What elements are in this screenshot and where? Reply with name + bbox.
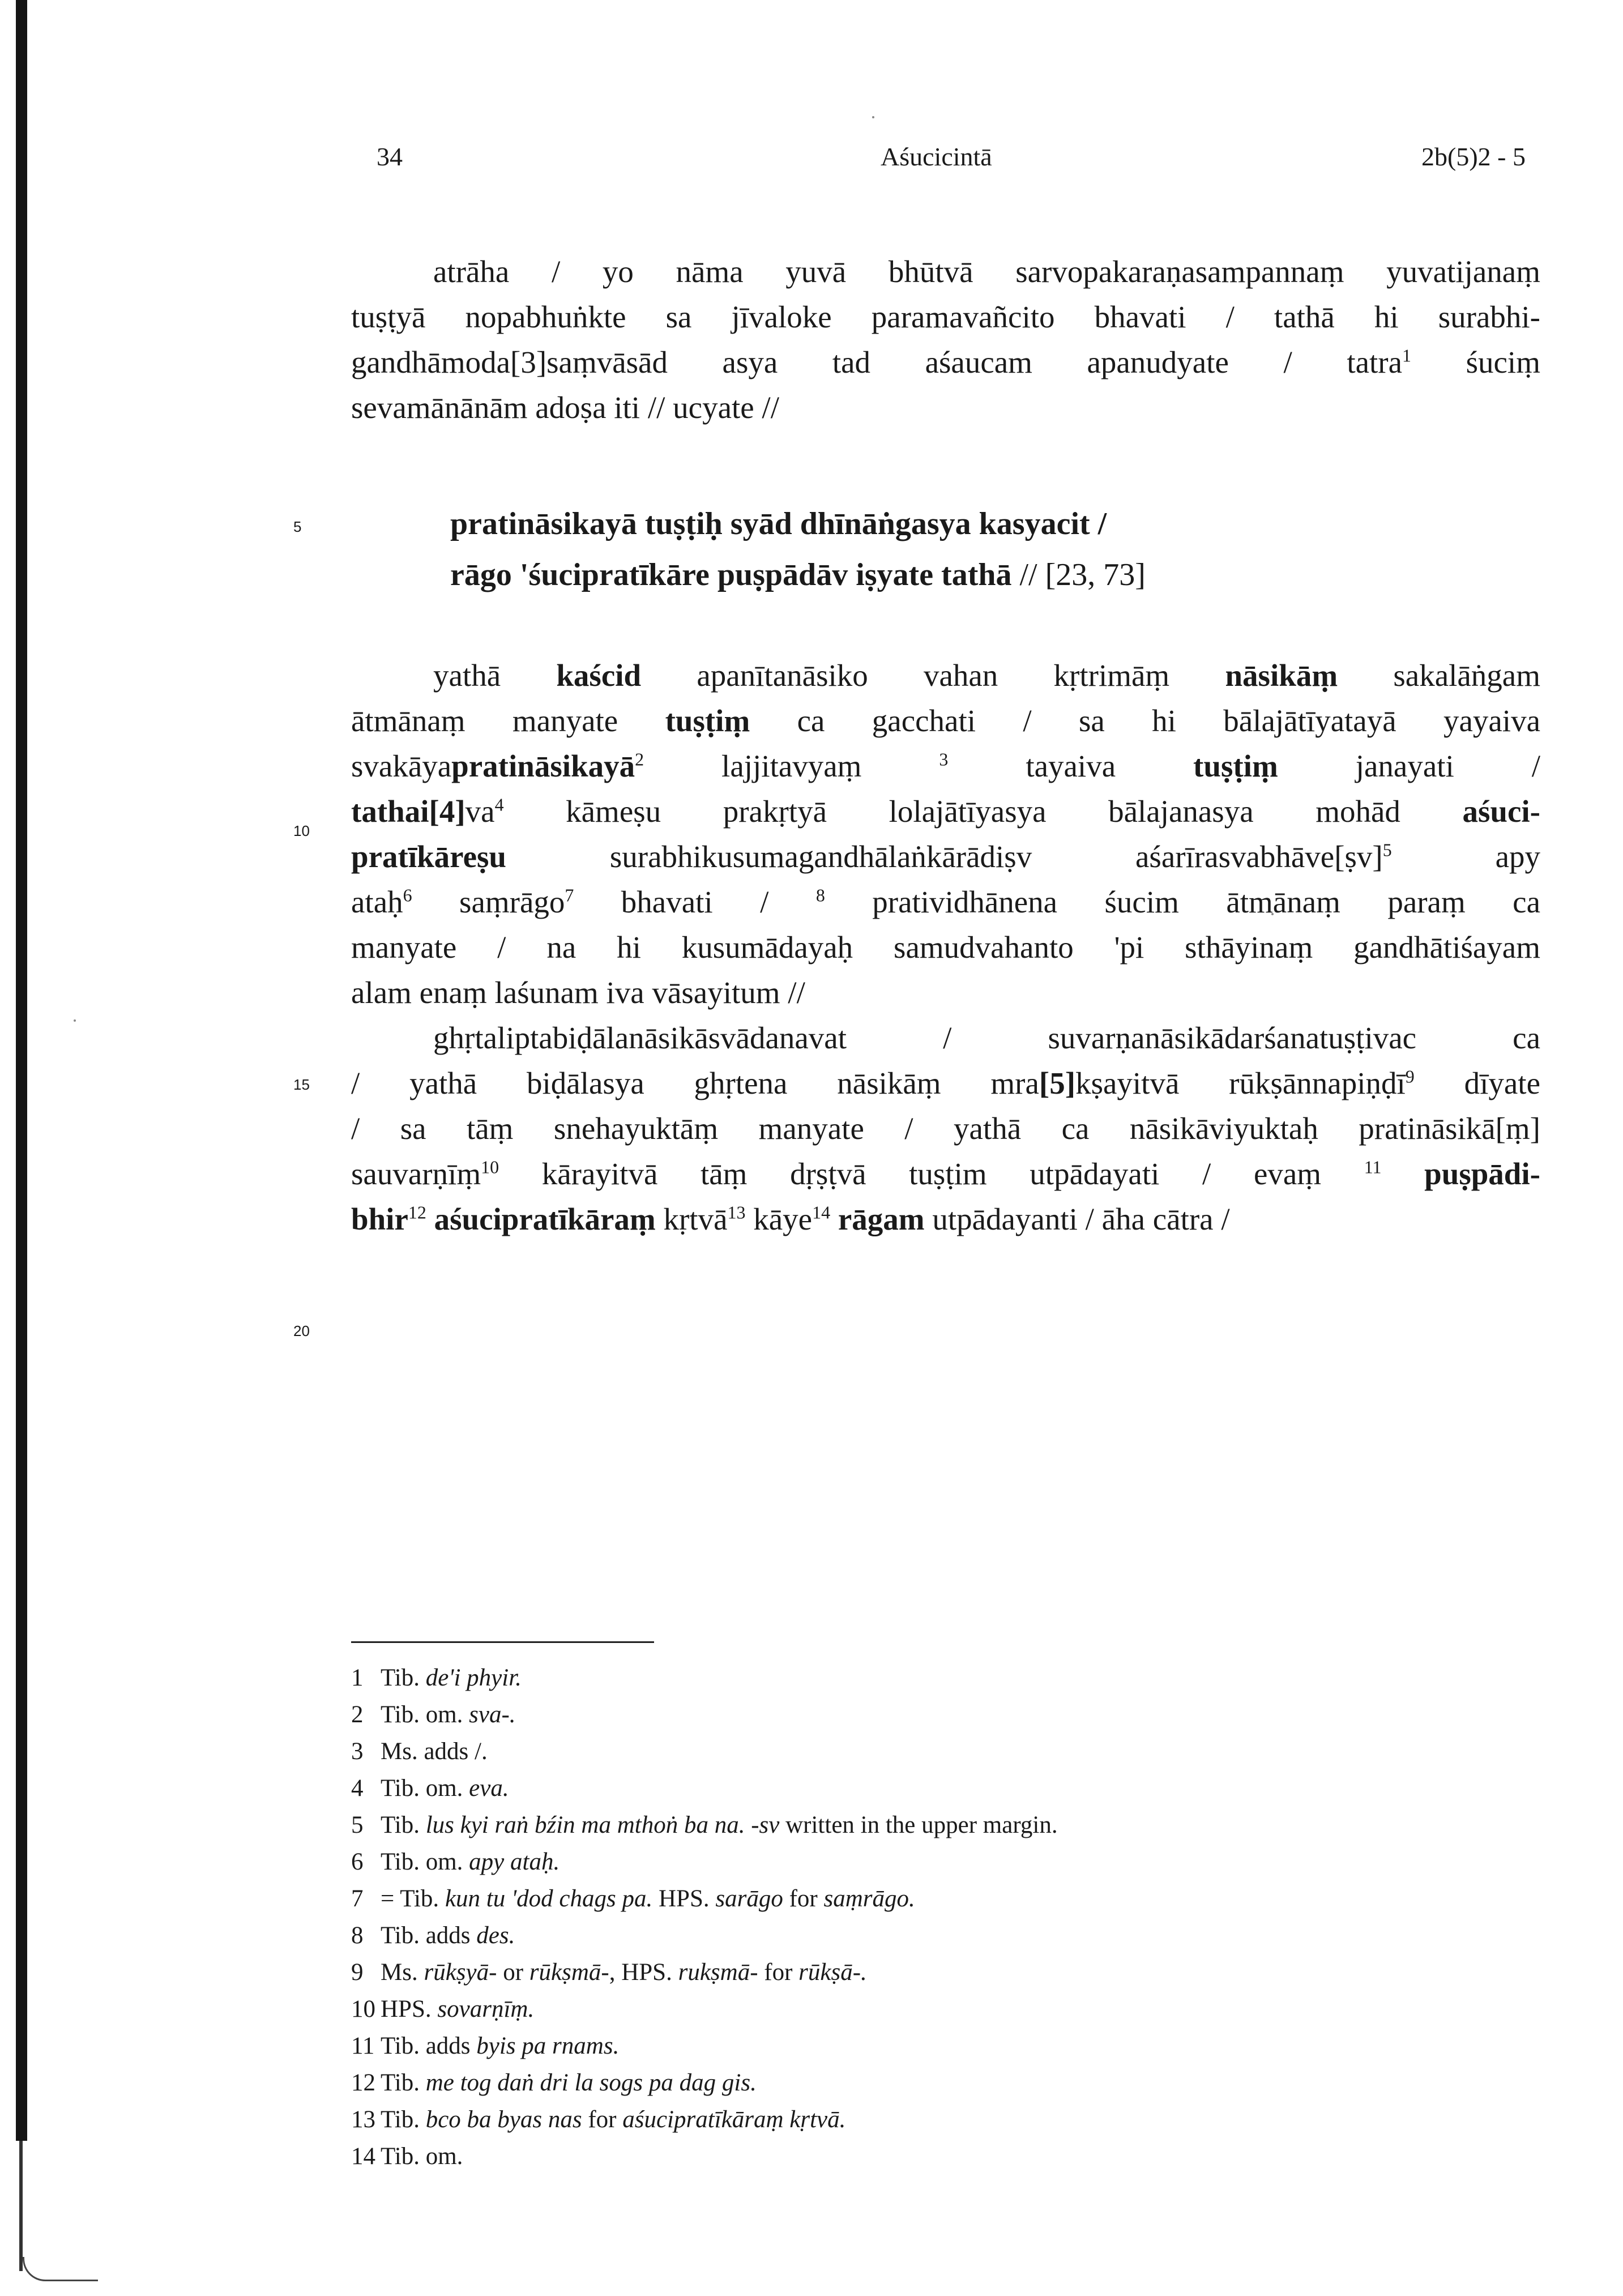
scan-speck xyxy=(74,1019,76,1022)
scan-speck xyxy=(872,116,874,118)
text-line: tuṣṭyā nopabhuṅkte sa jīvaloke paramavañcito bhavati / tathā hi surabhi- xyxy=(351,300,1540,334)
line-number: 15 xyxy=(293,1076,310,1093)
text-line: atrāha / yo nāma yuvā bhūtvā sarvopakaraṇasampannaṃ yuvatijanaṃ xyxy=(433,254,1540,289)
footnote: 2 Tib. om. sva-. xyxy=(351,1701,516,1728)
intro-paragraph xyxy=(351,249,1540,430)
footnote-ref: 1 xyxy=(1402,345,1412,366)
text-line: bhir$^{12}$ aśucipratīkāraṃ kṛtvā$^{13}$ kāye$^{14}$ rāgam utpādayanti / āha cātra / xyxy=(351,1202,1230,1236)
footnote: 12 Tib. me tog daṅ dri la sogs pa dag gis. xyxy=(351,2069,757,2096)
text-line: ātmānaṃ manyate tuṣṭiṃ ca gacchati / sa hi bālajātīyatayā yayaiva xyxy=(351,703,1540,738)
footnote: 4 Tib. om. eva. xyxy=(351,1775,509,1802)
scan-edge-bar xyxy=(16,0,27,2141)
line-number: 10 xyxy=(293,822,310,839)
footnote: 8 Tib. adds des. xyxy=(351,1922,515,1949)
text-line: svakāyapratināsikayā$^2$ lajjitavyaṃ $^3$ tayaiva tuṣṭiṃ janayati / xyxy=(351,749,1540,783)
text-line: sauvarṇīṃ$^{10}$ kārayitvā tāṃ dṛṣṭvā tuṣṭim utpādayati / evaṃ $^{11}$ puṣpādi- xyxy=(351,1156,1540,1191)
footnote: 10 HPS. sovarṇīṃ. xyxy=(351,1996,535,2022)
text-line: / yathā biḍālasya ghṛtena nāsikāṃ mra[5]kṣayitvā rūkṣānnapiṇḍī$^9$ dīyate xyxy=(351,1066,1540,1100)
footnote-separator xyxy=(351,1641,654,1643)
scan-edge-bar-lower xyxy=(19,2141,23,2271)
footnote: 5 Tib. lus kyi raṅ bźin ma mthoṅ ba na. -sv written in the upper margin. xyxy=(351,1812,1058,1838)
footnote: 6 Tib. om. apy ataḥ. xyxy=(351,1849,560,1875)
text-line: manyate / na hi kusumādayaḥ samudvahanto 'pi sthāyinaṃ gandhātiśayam xyxy=(351,930,1540,965)
line-number: 20 xyxy=(293,1322,310,1339)
footnote: 7 = Tib. kun tu 'dod chags pa. HPS. sarāgo for saṃrāgo. xyxy=(351,1885,915,1912)
page-number: 34 xyxy=(377,142,403,171)
footnote: 11 Tib. adds byis pa rnams. xyxy=(351,2033,620,2059)
commentary-paragraph xyxy=(351,653,1540,1242)
text-line: gandhāmoda[3]saṃvāsād asya tad aśaucam apanudyate / tatra$^1$ śuciṃ xyxy=(351,345,1540,379)
folio-reference: 2b(5)2 - 5 xyxy=(1421,142,1526,171)
footnote: 1 Tib. de'i phyir. xyxy=(351,1665,522,1691)
text-line: ataḥ$^6$ saṃrāgo$^7$ bhavati / $^8$ pratividhānena śucim ātmānaṃ paraṃ ca xyxy=(351,885,1540,919)
verse-line-2: rāgo 'śucipratīkāre puṣpādāv iṣyate tathā // [23, 73] xyxy=(450,557,1146,592)
footnotes xyxy=(351,1659,1540,2175)
text-line: pratīkāreṣu surabhikusumagandhālaṅkārādiṣv aśarīrasvabhāve[ṣv]$^5$ apy xyxy=(351,839,1540,874)
text-line: / sa tāṃ snehayuktāṃ manyate / yathā ca nāsikāviyuktaḥ pratināsikā[ṃ] xyxy=(351,1111,1540,1146)
text-line: alam enaṃ laśunam iva vāsayitum // xyxy=(351,975,805,1010)
footnote: 3 Ms. adds /. xyxy=(351,1738,488,1765)
footnote: 9 Ms. rūkṣyā- or rūkṣmā-, HPS. rukṣmā- for rūkṣā-. xyxy=(351,1959,867,1986)
text-line: $tathai[4]va^4$ kāmeṣu prakṛtyā lolajātīyasya bālajanasya mohād aśuci- xyxy=(351,794,1540,829)
text-line: ghṛtaliptabiḍālanāsikāsvādanavat / suvarṇanāsikādarśanatuṣṭivac ca xyxy=(433,1021,1540,1055)
line-number: 5 xyxy=(293,518,302,535)
footnote: 13 Tib. bco ba byas nas for aśucipratīkāraṃ kṛtvā. xyxy=(351,2106,846,2133)
verse-line-1: pratināsikayā tuṣṭiḥ syād dhīnāṅgasya kasyacit / xyxy=(450,506,1107,541)
text-line: yathā kaścid apanītanāsiko vahan kṛtrimāṃ nāsikāṃ sakalāṅgam xyxy=(433,658,1540,693)
scan-edge-curve xyxy=(23,2257,98,2281)
running-title: Aśucicintā xyxy=(881,142,992,171)
footnote: 14 Tib. om. xyxy=(351,2143,463,2170)
text-line: sevamānānām adoṣa iti // ucyate // xyxy=(351,390,779,425)
